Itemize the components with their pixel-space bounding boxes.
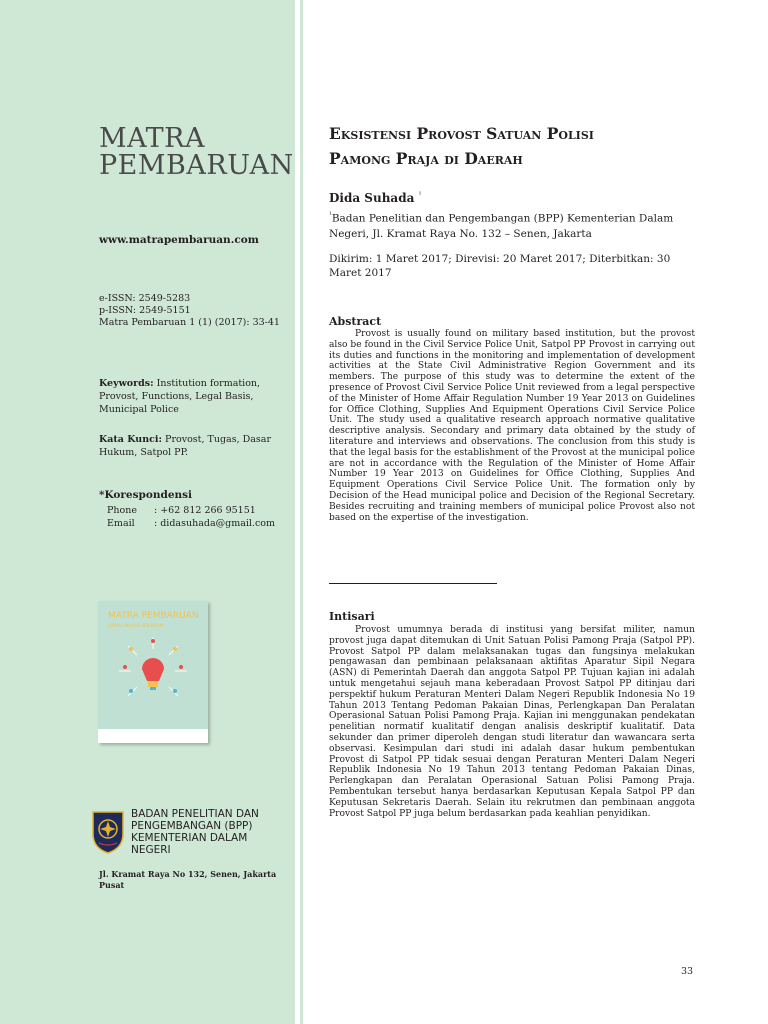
institution-line1: BADAN PENELITIAN DAN [131, 808, 259, 820]
phone-row [107, 505, 256, 517]
article-dates: Dikirim: 1 Maret 2017; Direvisi: 20 Maret 2017; Diterbitkan: 30 Maret 2017 [329, 253, 671, 279]
email-row [107, 518, 275, 530]
institution-line4: NEGERI [131, 844, 171, 856]
intisari-heading: Intisari [329, 610, 375, 623]
pissn: p-ISSN: 2549-5151 [99, 305, 191, 316]
kata-kunci-label: Kata Kunci: [99, 434, 163, 445]
institution-address: Jl. Kramat Raya No 132, Senen, Jakarta Pusat [99, 869, 277, 890]
kata-kunci-text: Provost, Tugas, Dasar Hukum, Satpol PP. [99, 434, 271, 458]
lightbulb-illustration-icon [98, 601, 208, 743]
abstract-text: Provost is usually found on military based institution, but the provost also be found in the Civil Service Police Unit, Satpol PP Provost in carrying out its duties and functions in the monitoring and implementation of development activities at the State Civil Administrative Region Government and its members. The purpose of this study was to determine the extent of the presence of Provost Civil Service Police Unit reviewed from a legal perspective of the Minister of Home Affair Regulation Number 19 Year 2013 on Guidelines for Office Clothing, Supplies And Equipment Operations Civil Service Police Unit. The study used a qualitative research approach normative qualitative descriptive analysis. Secondary and primary data obtained by the study of literature and interviews and observations. The conclusion from this study is that the legal basis for the establishment of the Provost at the municipal police are not in accordance with the Regulation of the Minister of Home Affair Number 19 Year 2013 on Guidelines for Office Clothing, Supplies And Equipment Operations Civil Service Police Unit. The formation only by Decision of the Head municipal police and Decision of the Regional Secretary. Besides recruiting and training members of municipal police Provost also not based on the expertise of the investigation. [329, 329, 695, 523]
affiliation-mark: ¹ [329, 211, 332, 219]
article-title-line1: Eksistensi Provost Satuan Polisi [329, 124, 594, 143]
abstract-heading: Abstract [329, 315, 382, 328]
page-number: 33 [681, 966, 694, 977]
phone-label: Phone [107, 505, 137, 516]
issn-block [99, 293, 280, 329]
journal-title-line2: PEMBARUAN [99, 150, 294, 181]
eissn: e-ISSN: 2549-5283 [99, 293, 191, 304]
author-mark: ¹ [418, 191, 422, 199]
author [329, 191, 421, 205]
correspondence-heading: *Korespondensi [99, 489, 193, 501]
author-affiliation [329, 208, 689, 242]
keywords-text: Institution formation, Provost, Functions, Legal Basis, Municipal Police [99, 378, 261, 415]
email-label: Email [107, 518, 135, 529]
article-title-line2: Pamong Praja di Daerah [329, 149, 523, 168]
affiliation-text: Badan Penelitian dan Pengembangan (BPP) Kementerian Dalam Negeri, Jl. Kramat Raya No. 132 – Senen, Jakarta [329, 212, 674, 240]
sidebar-edge-stripe [300, 0, 303, 1024]
sidebar [0, 0, 305, 1024]
section-divider [329, 583, 497, 584]
journal-title [99, 125, 294, 179]
author-name: Dida Suhada [329, 191, 415, 205]
journal-title-line1: MATRA [99, 123, 206, 154]
cover-footer-strip [98, 729, 208, 743]
email-value[interactable]: : didasuhada@gmail.com [154, 518, 276, 529]
ministry-emblem-icon [90, 808, 126, 854]
kata-kunci [99, 433, 284, 459]
institution-name [131, 808, 259, 856]
institution-line2: PENGEMBANGAN (BPP) [131, 820, 253, 832]
intisari-text: Provost umumnya berada di institusi yang bersifat militer, namun provost juga dapat ditemukan di Unit Satuan Polisi Pamong Praja (Satpol PP). Provost Satpol PP dalam melaksanakan tugas dan fungsinya melakukan pengawasan dan pembinaan pelaksanaan aktifitas Aparatur Sipil Negara (ASN) di Pemerintah Daerah dan anggota Satpol PP. Tujuan kajian ini adalah untuk mengetahui sejauh mana keberadaan Provost Satpol PP ditinjau dari perspektif hukum Peraturan Menteri Dalam Negeri Republik Indonesia No 19 Tahun 2013 Tentang Pedoman Pakaian Dinas, Perlengkapan Dan Peralatan Operasional Satuan Polisi Pamong Praja. Kajian ini menggunakan pendekatan penelitian normatif kualitatif dengan analisis deskriptif kualitatif. Data sekunder dan primer diperoleh dengan studi literatur dan wawancara serta observasi. Kesimpulan dari studi ini adalah dasar hukum pembentukan Provost di Satpol PP tidak sesuai dengan Peraturan Menteri Dalam Negeri Republik Indonesia No 19 Tahun 2013 tentang Pedoman Pakaian Dinas, Perlengkapan dan Peralatan Operasional Satuan Polisi Pamong Praja. Pembentukan tersebut hanya berdasarkan Keputusan Kepala Satpol PP dan Keputusan Sekretaris Daerah. Selain itu rekrutmen dan pembinaan anggota Provost Satpol PP juga belum berdasarkan pada keahlian penyidikan. [329, 625, 695, 819]
article-title [329, 121, 689, 171]
journal-cover-image [98, 601, 208, 743]
citation: Matra Pembaruan 1 (1) (2017): 33-41 [99, 317, 280, 328]
phone-value: : +62 812 266 95151 [154, 505, 256, 516]
cover-subtitle: JURNAL INOVASI KEBIJAKAN [108, 623, 163, 628]
keywords [99, 377, 284, 416]
keywords-label: Keywords: [99, 378, 154, 389]
institution-line3: KEMENTERIAN DALAM [131, 832, 248, 844]
cover-title: MATRA PEMBARUAN [108, 611, 199, 621]
journal-website[interactable]: www.matrapembaruan.com [99, 234, 259, 246]
